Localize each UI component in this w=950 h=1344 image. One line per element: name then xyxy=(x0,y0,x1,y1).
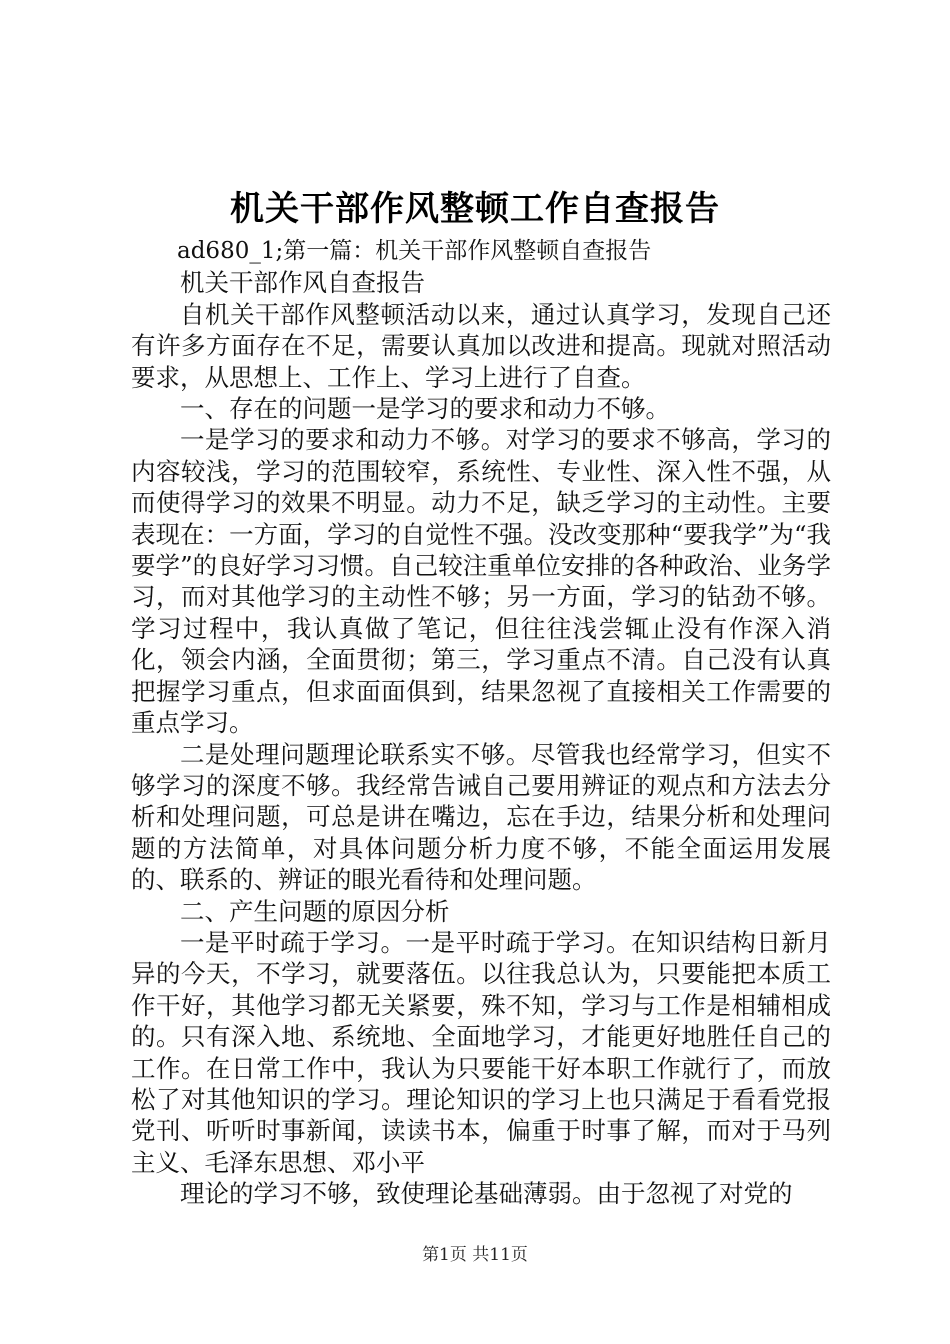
paragraph-problem-one: 一是学习的要求和动力不够。对学习的要求不够高，学习的内容较浅，学习的范围较窄，系统性、专业性、深入性不强，从而使得学习的效果不明显。动力不足，缺乏学习的主动性。主要表现在：一方面，学习的自觉性不强。没改变那种“要我学”为“我要学”的良好学习习惯。自己较注重单位安排的各种政治、业务学习，而对其他学习的主动性不够；另一方面，学习的钻劲不够。学习过程中，我认真做了笔记，但往往浅尝辄止没有作深入消化，领会内涵，全面贯彻；第三，学习重点不清。自己没有认真把握学习重点，但求面面俱到，结果忽视了直接相关工作需要的重点学习。 xyxy=(131,425,831,738)
section-heading-causes: 二、产生问题的原因分析 xyxy=(180,896,450,926)
paragraph-continuation: 理论的学习不够，致使理论基础薄弱。由于忽视了对党的 xyxy=(180,1179,793,1209)
page-indicator: 第1页 共11页 xyxy=(422,1245,528,1265)
paragraph-intro: 自机关干部作风整顿活动以来，通过认真学习，发现自己还有许多方面存在不足，需要认真加以改进和提高。现就对照活动要求，从思想上、工作上、学习上进行了自查。 xyxy=(131,299,831,392)
paragraph-source-line: ad680_1;第一篇：机关干部作风整顿自查报告 xyxy=(177,238,652,264)
document-body xyxy=(131,236,831,1210)
paragraph-problem-two: 二是处理问题理论联系实不够。尽管我也经常学习，但实不够学习的深度不够。我经常告诫自己要用辨证的观点和方法去分析和处理问题，可总是讲在嘴边，忘在手边，结果分析和处理问题的方法简单，对具体问题分析力度不够，不能全面运用发展的、联系的、辨证的眼光看待和处理问题。 xyxy=(131,739,831,895)
section-heading-problems: 一、存在的问题一是学习的要求和动力不够。 xyxy=(180,394,670,424)
paragraph-subtitle: 机关干部作风自查报告 xyxy=(180,268,425,298)
paragraph-cause-one: 一是平时疏于学习。一是平时疏于学习。在知识结构日新月异的今天，不学习，就要落伍。以往我总认为，只要能把本质工作干好，其他学习都无关紧要，殊不知，学习与工作是相辅相成的。只有深入地、系统地、全面地学习，才能更好地胜任自己的工作。在日常工作中，我认为只要能干好本职工作就行了，而放松了对其他知识的学习。理论知识的学习上也只满足于看看党报党刊、听听时事新闻，读读书本，偏重于时事了解，而对于马列主义、毛泽东思想、邓小平 xyxy=(131,927,831,1177)
document-title: 机关干部作风整顿工作自查报告 xyxy=(230,189,720,229)
